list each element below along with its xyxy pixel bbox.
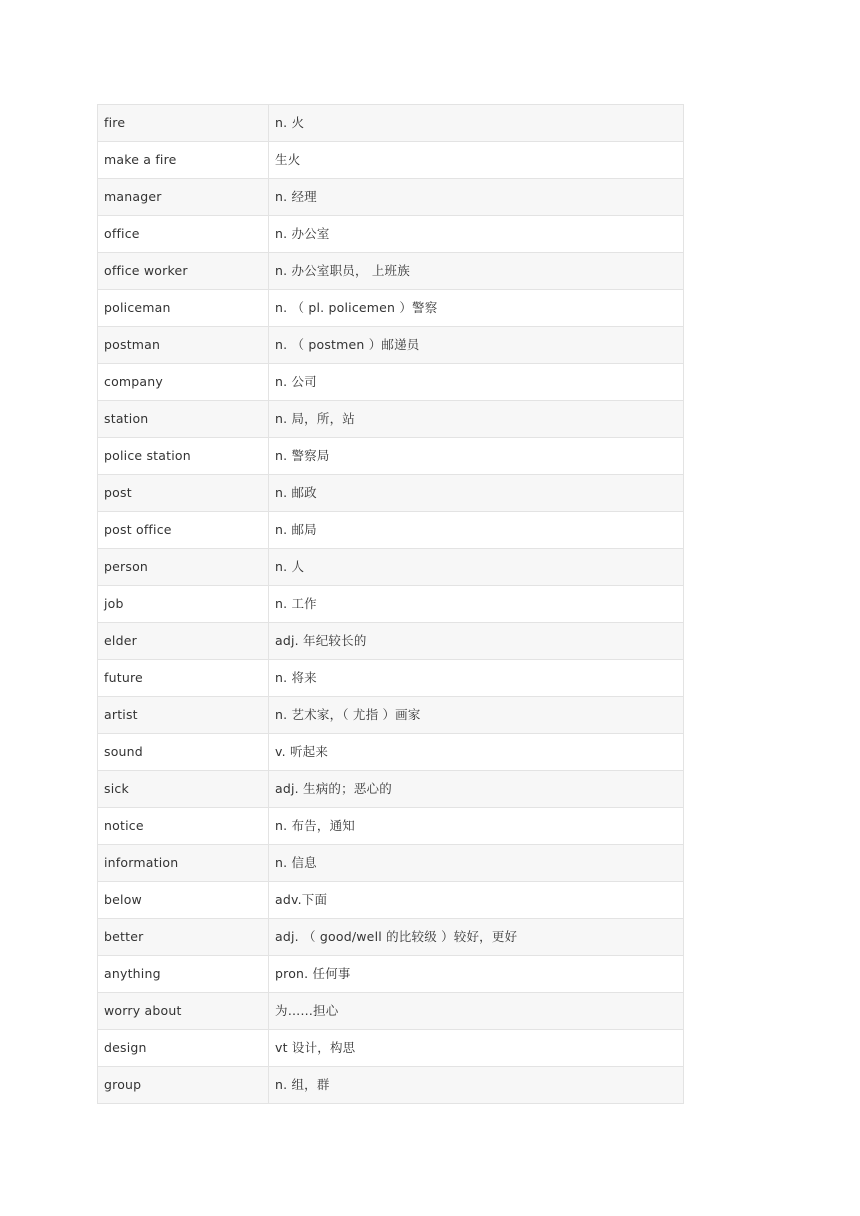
vocab-row: [98, 438, 684, 475]
vocab-meaning: n. 火: [269, 105, 684, 142]
vocab-row: [98, 105, 684, 142]
vocab-meaning: vt 设计，构思: [269, 1030, 684, 1067]
vocab-row: [98, 327, 684, 364]
vocab-word: worry about: [98, 993, 269, 1030]
vocab-meaning: v. 听起来: [269, 734, 684, 771]
vocab-row: [98, 956, 684, 993]
vocab-word: fire: [98, 105, 269, 142]
vocab-row: [98, 771, 684, 808]
vocab-meaning: n. 工作: [269, 586, 684, 623]
vocab-row: [98, 882, 684, 919]
vocab-meaning: n. （ pl. policemen ）警察: [269, 290, 684, 327]
vocab-row: [98, 734, 684, 771]
vocab-word: future: [98, 660, 269, 697]
vocab-meaning: n. 公司: [269, 364, 684, 401]
vocab-word: office worker: [98, 253, 269, 290]
vocab-meaning: n. 布告，通知: [269, 808, 684, 845]
vocab-word: design: [98, 1030, 269, 1067]
vocab-row: [98, 475, 684, 512]
vocab-meaning: n. 信息: [269, 845, 684, 882]
vocab-meaning: n. 组，群: [269, 1067, 684, 1104]
vocab-row: [98, 1030, 684, 1067]
vocab-meaning: n. 人: [269, 549, 684, 586]
vocab-word: sick: [98, 771, 269, 808]
vocab-meaning: n. 警察局: [269, 438, 684, 475]
vocab-word: below: [98, 882, 269, 919]
vocab-meaning: n. 办公室: [269, 216, 684, 253]
vocab-row: [98, 845, 684, 882]
vocab-meaning: 为……担心: [269, 993, 684, 1030]
vocabulary-table-body: [98, 105, 684, 1104]
vocab-meaning: n. 局，所，站: [269, 401, 684, 438]
vocab-row: [98, 623, 684, 660]
vocab-row: [98, 179, 684, 216]
vocab-meaning: n. 邮局: [269, 512, 684, 549]
vocab-word: anything: [98, 956, 269, 993]
vocab-word: postman: [98, 327, 269, 364]
vocab-row: [98, 808, 684, 845]
vocab-meaning: 生火: [269, 142, 684, 179]
vocab-word: station: [98, 401, 269, 438]
vocabulary-table: [97, 104, 684, 1104]
vocab-word: better: [98, 919, 269, 956]
vocab-meaning: n. 经理: [269, 179, 684, 216]
vocab-meaning: n. 邮政: [269, 475, 684, 512]
vocab-word: person: [98, 549, 269, 586]
vocab-word: sound: [98, 734, 269, 771]
vocab-word: post office: [98, 512, 269, 549]
vocab-row: [98, 142, 684, 179]
vocab-word: notice: [98, 808, 269, 845]
vocab-meaning: pron. 任何事: [269, 956, 684, 993]
vocab-word: elder: [98, 623, 269, 660]
vocab-meaning: adj. 年纪较长的: [269, 623, 684, 660]
vocab-row: [98, 660, 684, 697]
vocab-meaning: n. （ postmen ）邮递员: [269, 327, 684, 364]
vocab-row: [98, 549, 684, 586]
vocab-word: police station: [98, 438, 269, 475]
vocab-meaning: adj. （ good/well 的比较级 ）较好，更好: [269, 919, 684, 956]
vocab-meaning: adv.下面: [269, 882, 684, 919]
vocab-word: office: [98, 216, 269, 253]
vocab-word: company: [98, 364, 269, 401]
vocab-row: [98, 253, 684, 290]
vocab-row: [98, 586, 684, 623]
vocab-word: make a fire: [98, 142, 269, 179]
vocab-row: [98, 290, 684, 327]
vocab-meaning: n. 艺术家，（ 尤指 ）画家: [269, 697, 684, 734]
vocab-row: [98, 512, 684, 549]
vocab-meaning: adj. 生病的；恶心的: [269, 771, 684, 808]
vocab-word: artist: [98, 697, 269, 734]
vocab-row: [98, 993, 684, 1030]
vocab-word: job: [98, 586, 269, 623]
vocab-word: group: [98, 1067, 269, 1104]
vocab-word: policeman: [98, 290, 269, 327]
vocab-meaning: n. 将来: [269, 660, 684, 697]
vocab-word: information: [98, 845, 269, 882]
vocab-row: [98, 697, 684, 734]
vocab-meaning: n. 办公室职员， 上班族: [269, 253, 684, 290]
vocab-word: post: [98, 475, 269, 512]
vocab-row: [98, 1067, 684, 1104]
vocab-row: [98, 401, 684, 438]
vocab-row: [98, 364, 684, 401]
vocab-word: manager: [98, 179, 269, 216]
vocab-row: [98, 216, 684, 253]
vocab-row: [98, 919, 684, 956]
